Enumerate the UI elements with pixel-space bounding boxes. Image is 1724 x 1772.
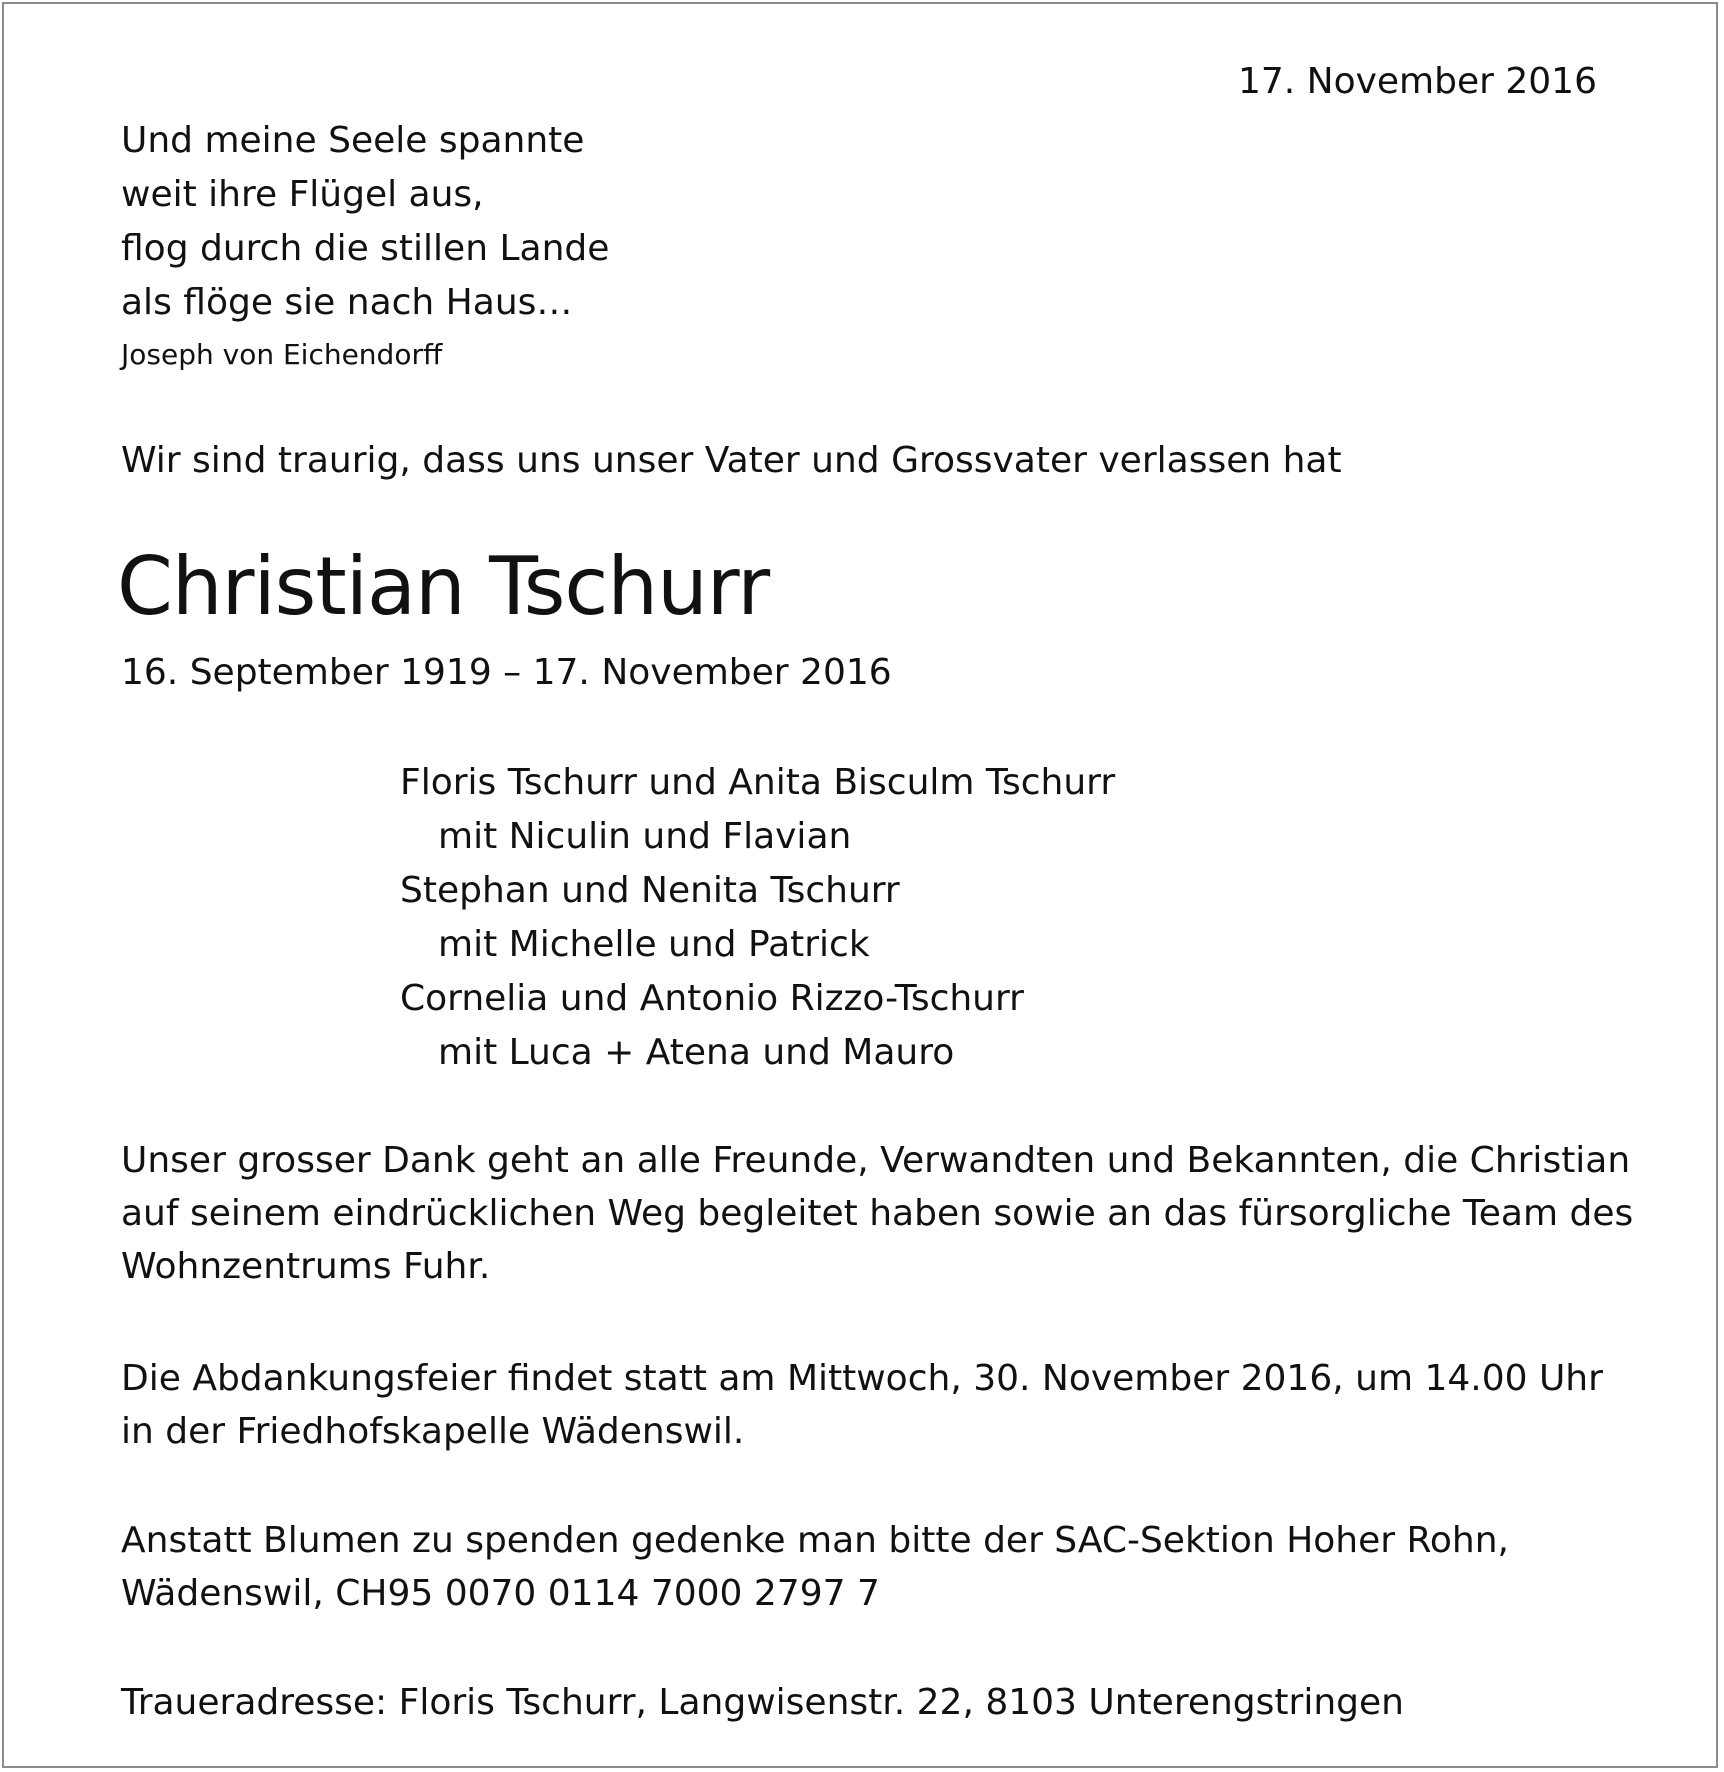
thanks-line: Unser grosser Dank geht an alle Freunde, Verwandten und Bekannten, die Christian — [121, 1140, 1631, 1181]
thanks-line: Wohnzentrums Fuhr. — [121, 1246, 491, 1287]
life-dates: 16. September 1919 – 17. November 2016 — [121, 652, 892, 693]
thanks-line: auf seinem eindrücklichen Weg begleitet haben sowie an das fürsorgliche Team des — [121, 1193, 1634, 1234]
deceased-name: Christian Tschurr — [117, 540, 770, 633]
family-children: mit Luca + Atena und Mauro — [438, 1032, 955, 1073]
poem-line: Und meine Seele spannte — [121, 120, 585, 161]
family-list — [400, 756, 1115, 1080]
family-member: Floris Tschurr und Anita Bisculm Tschurr — [400, 762, 1116, 803]
donation-line: Wädenswil, CH95 0070 0114 7000 2797 7 — [121, 1573, 880, 1614]
family-member: Cornelia und Antonio Rizzo-Tschurr — [400, 978, 1024, 1019]
family-children: mit Michelle und Patrick — [438, 924, 870, 965]
ceremony-line: in der Friedhofskapelle Wädenswil. — [121, 1411, 745, 1452]
poem — [121, 114, 609, 330]
donation-line: Anstatt Blumen zu spenden gedenke man bitte der SAC-Sektion Hoher Rohn, — [121, 1520, 1510, 1561]
donation-paragraph — [121, 1514, 1621, 1620]
poem-author: Joseph von Eichendorff — [121, 338, 443, 371]
ceremony-paragraph — [121, 1352, 1621, 1458]
poem-line: weit ihre Flügel aus, — [121, 174, 484, 215]
address-line: Traueradresse: Floris Tschurr, Langwisenstr. 22, 8103 Unterengstringen — [121, 1682, 1404, 1723]
family-member: Stephan und Nenita Tschurr — [400, 870, 900, 911]
notice-date: 17. November 2016 — [1237, 61, 1597, 102]
poem-line: flog durch die stillen Lande — [121, 228, 610, 269]
intro-text: Wir sind traurig, dass uns unser Vater und Grossvater verlassen hat — [121, 440, 1342, 481]
thanks-paragraph — [121, 1134, 1634, 1293]
poem-line: als flöge sie nach Haus… — [121, 282, 573, 323]
mourning-address — [121, 1676, 1621, 1729]
family-children: mit Niculin und Flavian — [438, 816, 852, 857]
notice-frame — [2, 2, 1718, 1768]
ceremony-line: Die Abdankungsfeier findet statt am Mittwoch, 30. November 2016, um 14.00 Uhr — [121, 1358, 1603, 1399]
